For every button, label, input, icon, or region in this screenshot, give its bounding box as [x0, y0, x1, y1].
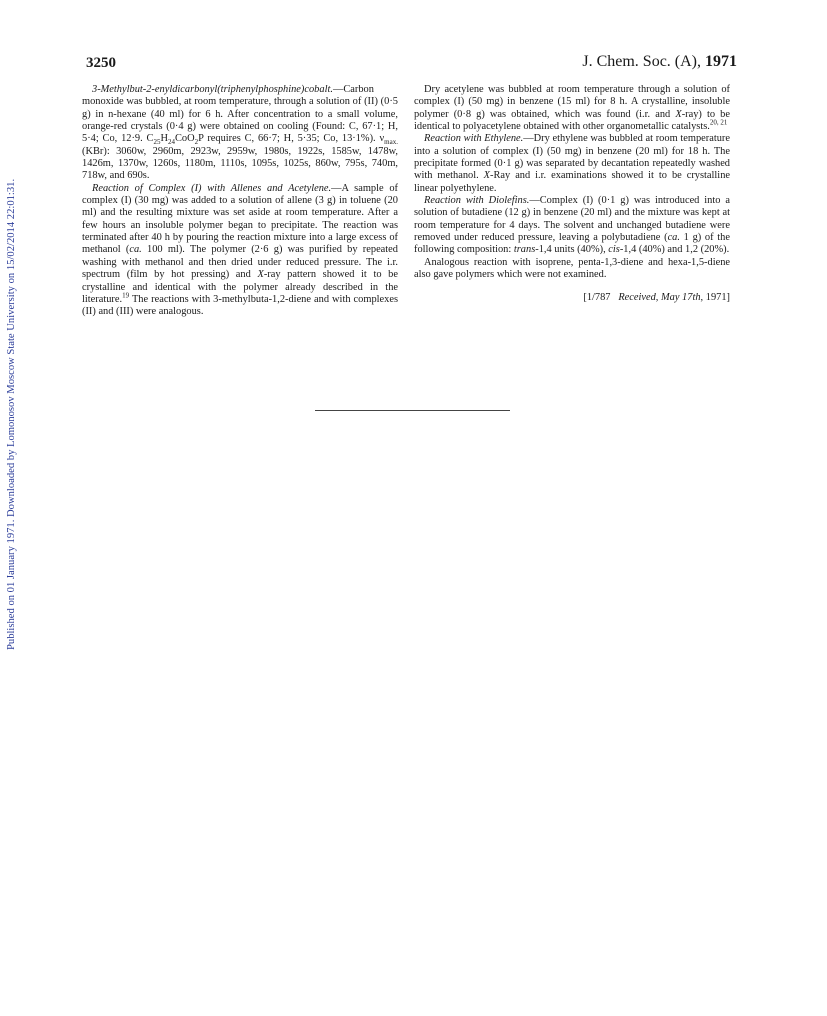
paragraph-cobalt-complex	[82, 84, 398, 183]
formula-subscript: 25	[153, 138, 161, 147]
formula-subscript: 2	[194, 138, 199, 147]
section-title-cobalt-complex: 3-Methylbut-2-enyldicarbonyl(triphenylphosphine)cobalt.	[92, 84, 333, 95]
end-rule	[315, 410, 510, 411]
received-label: Received, May 17th,	[618, 291, 704, 303]
section-title-ethylene: Reaction with Ethylene.	[424, 133, 524, 145]
paragraph-text: P requires C, 66·7; H, 5·35; Co, 13·1%).	[198, 133, 376, 145]
nu-symbol: ν	[379, 133, 385, 145]
italic-abbrev: ca.	[129, 244, 142, 256]
paragraph-acetylene	[414, 84, 730, 133]
paragraph-allenes	[82, 183, 398, 319]
paragraph-text: 100 ml). The polymer (2·6 g) was purified by repeated washing with methanol and then dried under reduced pressure. The i.r. spectrum (film by hot pressing) and	[82, 244, 398, 281]
download-watermark: Published on 01 January 1971. Downloaded by Lomonosov Moscow State University on 15/02/2014 22:01:31.	[6, 178, 17, 650]
received-line	[414, 292, 730, 304]
italic-cis: cis	[608, 244, 620, 256]
received-year: 1971]	[705, 291, 730, 303]
paragraph-text: -ray) to be identical to polyacetylene obtained with other organometallic catalysts.	[414, 108, 730, 133]
left-column	[82, 84, 398, 319]
paragraph-ethylene	[414, 133, 730, 195]
paragraph-text: Complex (I) (0·1 g) was introduced into a solution of butadiene (12 g) in benzene (20 ml) and the mixture was kept at room temperature for 4 days. The solvent and unchanged butadiene were removed under reduced pressure, leaving a polybutadiene (	[414, 195, 730, 244]
italic-x: X	[483, 170, 491, 182]
title-dash: —	[529, 195, 540, 207]
title-dash: —	[523, 133, 534, 145]
paragraph-text: -1,4 (40%) and 1,2 (20%).	[619, 244, 730, 256]
section-title-diolefins: Reaction with Diolefins.	[424, 195, 530, 207]
title-dash: —	[332, 84, 344, 95]
paragraph-text: A sample of complex (I) (30 mg) was added to a solution of allene (3 g) in toluene (20 ml) and the resulting mixture was set aside at room temperature. After a few hours an insoluble polymer began to precipitate. The reaction was terminated after 40 h by pouring the reaction mixture into a large excess of methanol (	[82, 182, 398, 256]
paragraph-text: Carbon monoxide was bubbled, at room temperature, through a solution of (II) (0·5 g) in n-hexane (40 ml) for 6 h. After concentration to a small volume, orange-red crystals (0·4 g) were obtained on cooling (Found: C, 67·1; H, 5·4; Co, 12·9. C	[82, 84, 398, 145]
paragraph-text: -ray pattern showed it to be crystalline and identical with the polymer already described in the literature.	[82, 269, 398, 305]
right-column	[414, 84, 730, 304]
formula-element: CoO	[174, 133, 195, 145]
formula-subscript: 24	[167, 138, 175, 147]
title-dash: —	[331, 182, 342, 194]
section-title-allenes: Reaction of Complex (I) with Allenes and Acetylene.	[92, 182, 332, 194]
citation-ref: 19	[122, 291, 130, 300]
journal-header	[582, 53, 737, 71]
paragraph-analogous: Analogous reaction with isoprene, penta-1,3-diene and hexa-1,5-diene also gave polymers which were not examined.	[414, 256, 730, 281]
manuscript-ref: [1/787	[583, 291, 611, 303]
italic-x: X	[675, 108, 682, 120]
paragraph-text: 1 g) of the following composition:	[414, 232, 730, 256]
paragraph-text: (KBr): 3060w, 2960m, 2923w, 2959w, 1980s, 1922s, 1585w, 1478w, 1426m, 1370w, 1260s, 1180m, 1110s, 1095s, 1025s, 860w, 795s, 740m, 718w, and 690s.	[82, 145, 398, 182]
italic-x: X	[257, 269, 264, 281]
nu-subscript: max.	[384, 138, 398, 147]
journal-year: 1971	[705, 53, 737, 70]
italic-trans: trans	[513, 244, 536, 256]
paragraph-text: -Ray and i.r. examinations showed it to be crystalline linear polyethylene.	[414, 170, 730, 194]
paragraph-diolefins	[414, 195, 730, 257]
citation-ref: 20, 21	[709, 118, 728, 127]
formula-element: H	[160, 133, 168, 145]
italic-abbrev: ca.	[667, 232, 680, 244]
paragraph-text: Dry ethylene was bubbled at room temperature into a solution of complex (I) (50 mg) in benzene (20 ml) for 18 h. The precipitate formed (0·1 g) was separated by decantation repeatedly washed with methanol.	[414, 133, 730, 182]
paragraph-text: Dry acetylene was bubbled at room temperature through a solution of complex (I) (50 mg) in benzene (15 ml) for 8 h. A crystalline, insoluble polymer (0·8 g) was obtained, which was found (i.r. and	[414, 84, 730, 120]
paragraph-text: -1,4 units (40%),	[535, 244, 609, 256]
journal-name: J. Chem. Soc. (A),	[582, 53, 701, 70]
paragraph-text: The reactions with 3-methylbuta-1,2-diene and with complexes (II) and (III) were analogous.	[82, 293, 398, 318]
page-number: 3250	[86, 55, 116, 71]
